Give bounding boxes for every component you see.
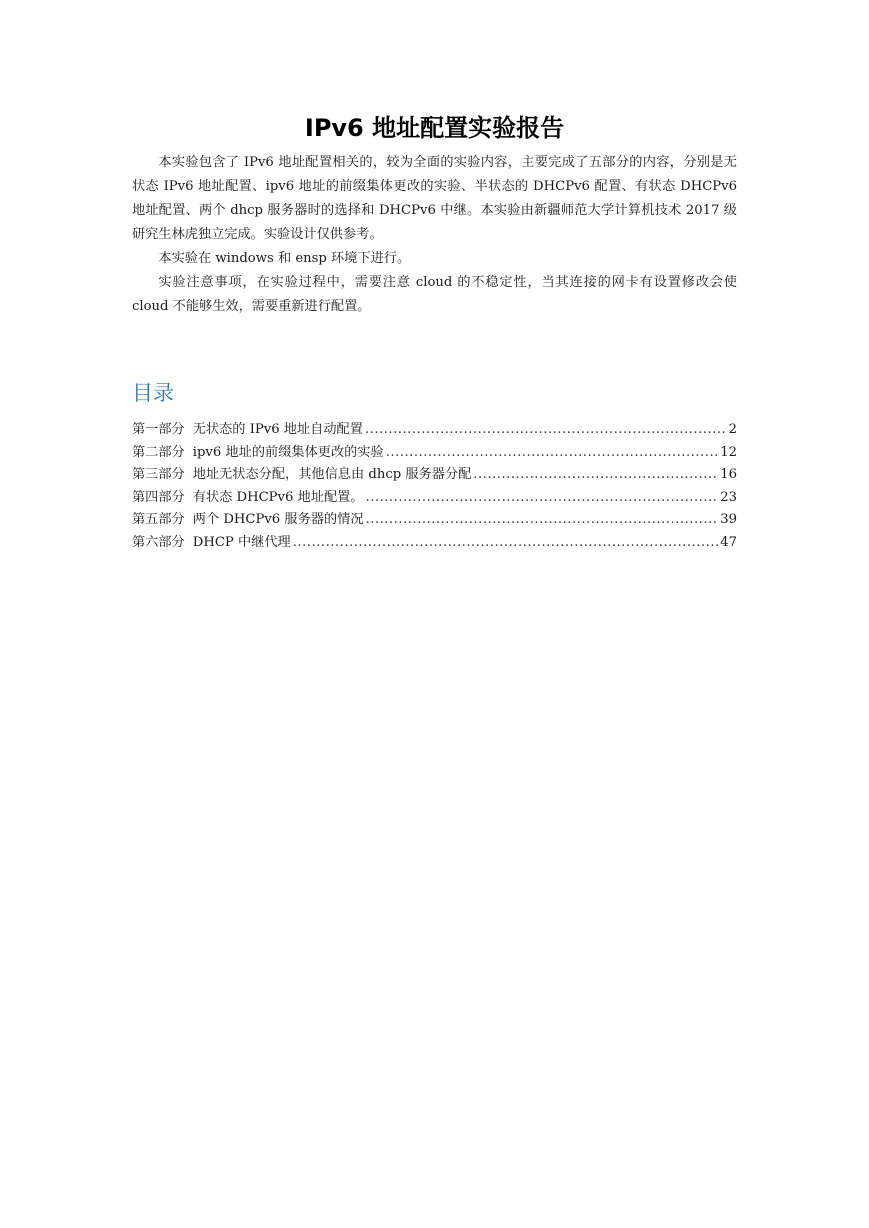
toc-entry-page: 47 xyxy=(720,534,737,550)
table-of-contents xyxy=(132,419,737,555)
toc-entry[interactable] xyxy=(132,442,737,465)
environment-paragraph: 本实验在 windows 和 ensp 环境下进行。 xyxy=(158,251,411,266)
toc-entry-title: 无状态的 IPv6 地址自动配置 xyxy=(192,422,363,437)
toc-dot-leader xyxy=(365,419,725,442)
intro-paragraph: 本实验包含了 IPv6 地址配置相关的，较为全面的实验内容，主要完成了五部分的内容，分别是无状态 IPv6 地址配置、ipv6 地址的前缀集体更改的实验、半状态的 DHCPv6 配置、有状态 DHCPv6 地址配置、两个 dhcp 服务器时的选择和 DHCPv6 中继。本实验由新疆师范大学计算机技术 2017 级研究生林虎独立完成。实验设计仅供参考。 xyxy=(132,155,737,242)
toc-entry-part: 第六部分 xyxy=(132,534,185,550)
document-body xyxy=(132,151,737,319)
toc-entry[interactable] xyxy=(132,419,737,442)
toc-entry-part: 第二部分 xyxy=(132,444,185,460)
toc-entry-part: 第三部分 xyxy=(132,467,185,483)
toc-entry[interactable] xyxy=(132,532,737,555)
toc-entry[interactable] xyxy=(132,464,737,487)
document-title: IPv6 地址配置实验报告 xyxy=(304,114,565,142)
toc-dot-leader xyxy=(366,487,719,510)
toc-entry-title: 地址无状态分配，其他信息由 dhcp 服务器分配 xyxy=(192,467,472,483)
toc-dot-leader xyxy=(473,464,718,487)
toc-entry-part: 第一部分 xyxy=(132,422,185,437)
toc-entry-title: DHCP 中继代理 xyxy=(192,534,291,550)
toc-entry-part: 第五部分 xyxy=(132,512,185,528)
toc-entry-page: 12 xyxy=(720,444,737,460)
toc-entry-title: ipv6 地址的前缀集体更改的实验 xyxy=(192,444,384,460)
toc-entry-page: 23 xyxy=(720,489,737,505)
toc-dot-leader xyxy=(293,532,718,555)
toc-entry-page: 16 xyxy=(720,467,737,483)
toc-heading: 目录 xyxy=(132,381,174,405)
toc-entry-page: 39 xyxy=(720,512,737,528)
toc-entry-title: 有状态 DHCPv6 地址配置。 xyxy=(192,489,364,505)
toc-dot-leader xyxy=(386,442,719,465)
toc-entry[interactable] xyxy=(132,487,737,510)
notes-paragraph: 实验注意事项，在实验过程中，需要注意 cloud 的不稳定性，当其连接的网卡有设置修改会使 cloud 不能够生效，需要重新进行配置。 xyxy=(132,275,737,314)
toc-entry-title: 两个 DHCPv6 服务器的情况 xyxy=(192,512,364,528)
toc-entry[interactable] xyxy=(132,509,737,532)
toc-entry-page: 2 xyxy=(728,422,737,437)
toc-dot-leader xyxy=(366,509,719,532)
toc-entry-part: 第四部分 xyxy=(132,489,185,505)
